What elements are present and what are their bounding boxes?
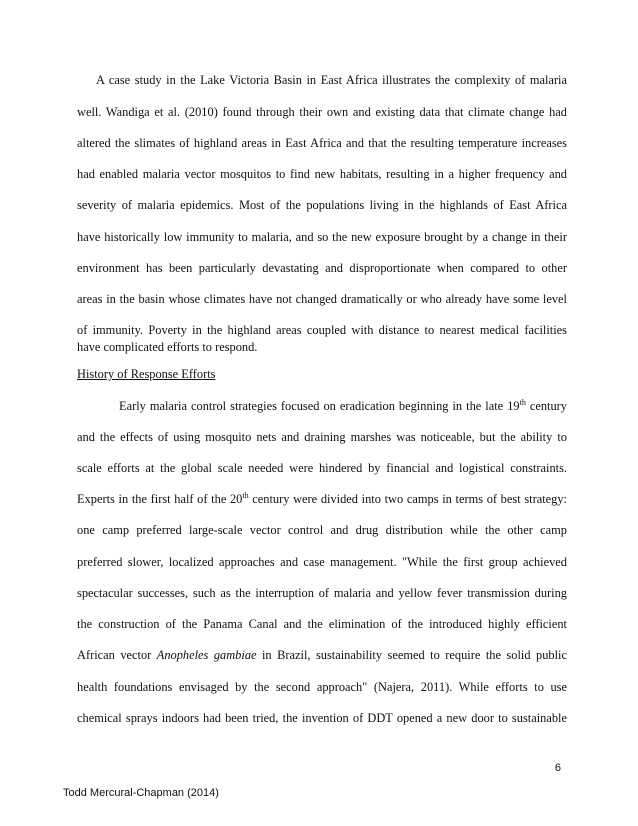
paragraph-line: one camp preferred large-scale vector control and drug distribution while the other camp [77, 523, 567, 537]
superscript: th [519, 397, 526, 407]
paragraph-line: environment has been particularly devastating and disproportionate when compared to other [77, 261, 567, 275]
paragraph-line: chemical sprays indoors had been tried, the invention of DDT opened a new door to sustainable [77, 711, 567, 725]
text-run: in Brazil, sustainability seemed to require the solid public [256, 648, 567, 662]
section-heading: History of Response Efforts [77, 367, 216, 381]
italic-species-name: Anopheles gambiae [156, 648, 257, 662]
paragraph-line: spectacular successes, such as the interruption of malaria and yellow fever transmission during [77, 586, 567, 600]
paragraph-line [119, 398, 567, 414]
paragraph-line: and the effects of using mosquito nets and draining marshes was noticeable, but the ability to [77, 430, 567, 444]
text-run: Experts in the first half of the 20 [77, 492, 243, 506]
paragraph-line: scale efforts at the global scale needed were hindered by financial and logistical constraints. [77, 461, 567, 475]
paragraph-line: severity of malaria epidemics. Most of the populations living in the highlands of East Africa [77, 198, 567, 212]
paragraph-line: A case study in the Lake Victoria Basin in East Africa illustrates the complexity of malaria [96, 73, 567, 87]
paragraph-line [77, 491, 567, 507]
paragraph-line: have historically low immunity to malaria, and so the new exposure brought by a change in their [77, 230, 567, 244]
paragraph-line: of immunity. Poverty in the highland areas coupled with distance to nearest medical facilities [77, 323, 567, 337]
paragraph-line: well. Wandiga et al. (2010) found through their own and existing data that climate change had [77, 105, 567, 119]
paragraph-line: health foundations envisaged by the second approach" (Najera, 2011). While efforts to use [77, 680, 567, 694]
page-number: 6 [554, 762, 561, 774]
paragraph-line: the construction of the Panama Canal and the elimination of the introduced highly efficient [77, 617, 567, 631]
paragraph-line: have complicated efforts to respond. [77, 340, 258, 354]
paragraph-line: areas in the basin whose climates have not changed dramatically or who already have some level [77, 292, 567, 306]
text-run: Early malaria control strategies focused on eradication beginning in the late 19 [119, 399, 520, 413]
footer-author: Todd Mercural-Chapman (2014) [63, 787, 219, 799]
paragraph-line: had enabled malaria vector mosquitos to find new habitats, resulting in a higher frequency and [77, 167, 567, 181]
text-run: African vector [77, 648, 157, 662]
paragraph-line: altered the slimates of highland areas in East Africa and that the resulting temperature increases [77, 136, 567, 150]
superscript: th [242, 490, 249, 500]
paragraph-line: preferred slower, localized approaches and case management. "While the first group achieved [77, 555, 567, 569]
paragraph-line [77, 647, 567, 663]
text-run: century were divided into two camps in terms of best strategy: [248, 492, 567, 506]
text-run: century [525, 399, 567, 413]
